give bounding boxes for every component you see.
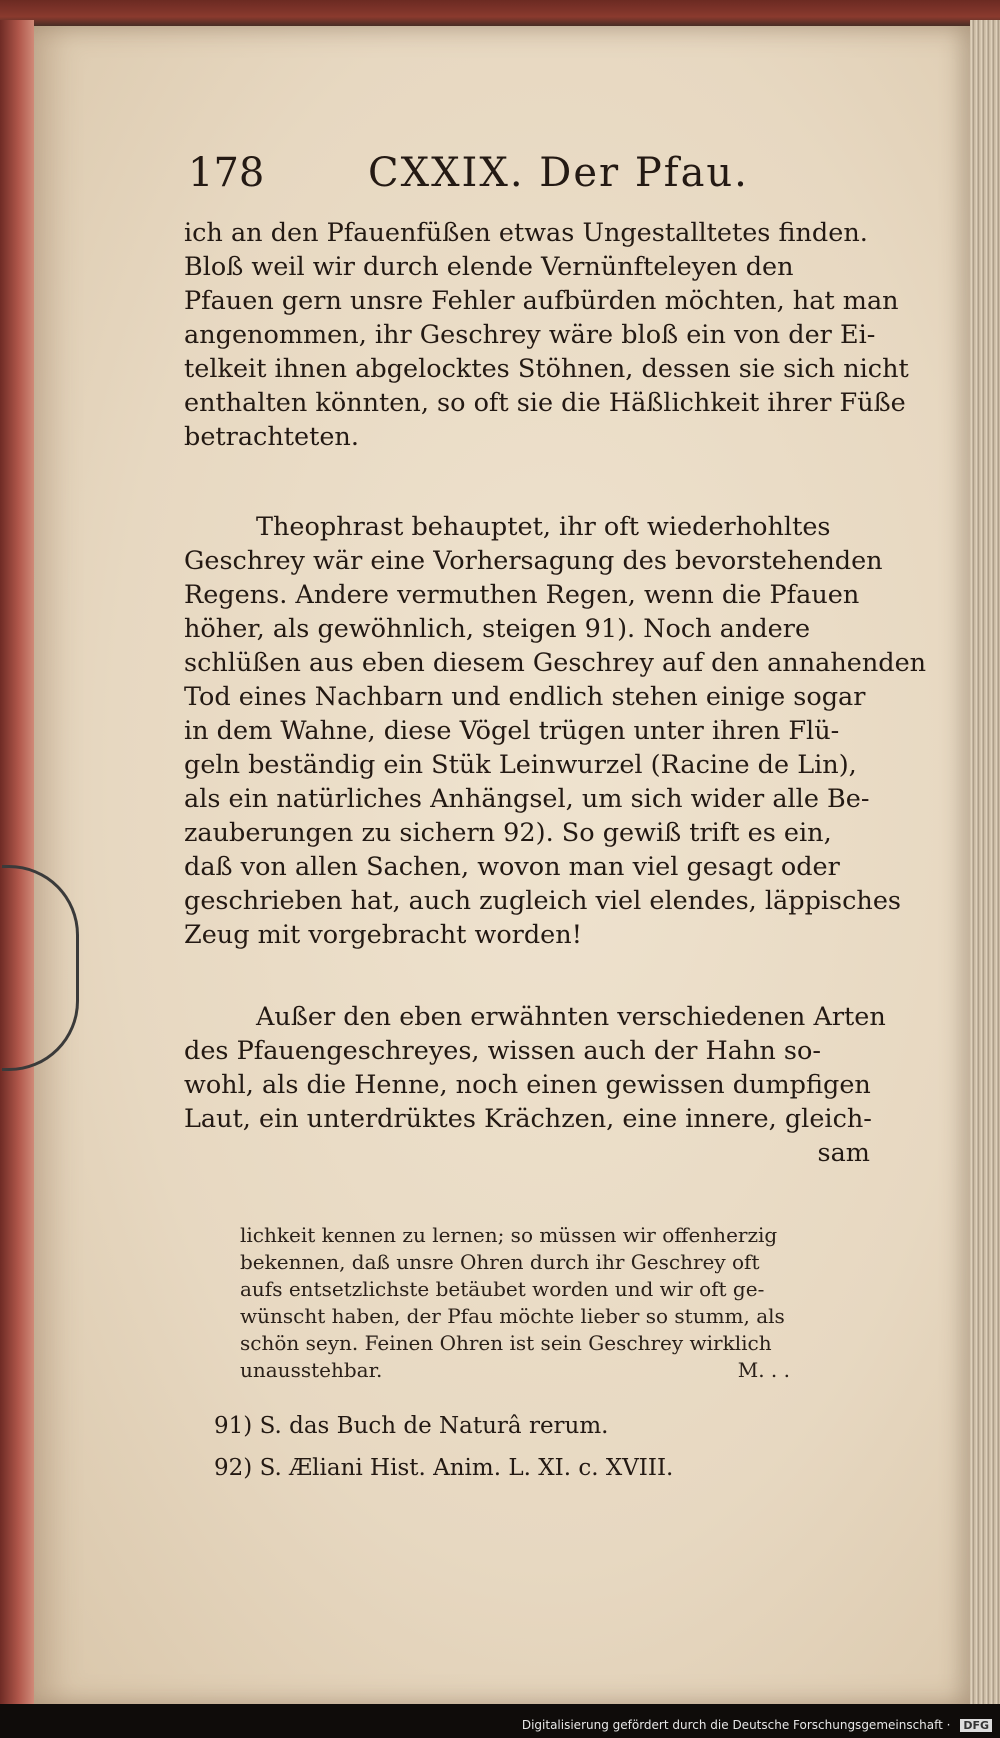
text-line: Tod eines Nachbarn und endlich stehen einige sogar xyxy=(184,682,866,712)
text-line: geschrieben hat, auch zugleich viel elendes, läppisches xyxy=(184,886,902,916)
text-line: Zeug mit vorgebracht worden! xyxy=(184,920,582,950)
text-line: enthalten könnten, so oft sie die Häßlichkeit ihrer Füße xyxy=(184,388,906,418)
note-line: lichkeit kennen zu lernen; so müssen wir offenherzig xyxy=(240,1223,778,1247)
text-line: wohl, als die Henne, noch einen gewissen dumpfigen xyxy=(184,1070,871,1100)
running-title: CXXIX. Der Pfau. xyxy=(368,150,749,196)
text-line: geln beständig ein Stük Leinwurzel (Racine de Lin), xyxy=(184,750,857,780)
note-line: bekennen, daß unsre Ohren durch ihr Geschrey oft xyxy=(240,1250,760,1274)
footnotes xyxy=(214,1405,864,1489)
note-line: aufs entsetzlichste betäubet worden und wir oft ge- xyxy=(240,1277,765,1301)
paragraph-2 xyxy=(184,510,927,952)
text-line: angenommen, ihr Geschrey wäre bloß ein von der Ei- xyxy=(184,320,876,350)
page-stack-right xyxy=(970,20,1000,1710)
footnote-mark: 92) xyxy=(214,1455,253,1481)
credit-text: Digitalisierung gefördert durch die Deutsche Forschungsgemeinschaft · xyxy=(521,1718,951,1732)
footnote-mark: 91) xyxy=(214,1413,253,1439)
paragraph-1 xyxy=(184,216,909,454)
note-line: wünscht haben, der Pfau möchte lieber so stumm, als xyxy=(240,1304,785,1328)
note-signature: M. . . xyxy=(737,1358,790,1382)
text-line: schlüßen aus eben diesem Geschrey auf den annahenden xyxy=(184,648,927,678)
book-edge-top xyxy=(0,0,1000,28)
page-header xyxy=(188,150,868,200)
text-line: zauberungen zu sichern 92). So gewiß trift es ein, xyxy=(184,818,832,848)
text-line: telkeit ihnen abgelocktes Stöhnen, dessen sie sich nicht xyxy=(184,354,909,384)
footnote-91 xyxy=(214,1405,864,1447)
catchword: sam xyxy=(817,1138,870,1168)
text-line: Bloß weil wir durch elende Vernünfteleyen den xyxy=(184,252,794,282)
text-line: daß von allen Sachen, wovon man viel gesagt oder xyxy=(184,852,840,882)
text-line: höher, als gewöhnlich, steigen 91). Noch andere xyxy=(184,614,811,644)
note-line: unausstehbar. xyxy=(240,1358,383,1382)
note-continuation xyxy=(240,1222,870,1384)
paragraph-3 xyxy=(184,1000,886,1170)
footnote-text: S. Æliani Hist. Anim. L. XI. c. XVIII. xyxy=(259,1455,674,1481)
text-line: Außer den eben erwähnten verschiedenen Arten xyxy=(256,1002,886,1032)
text-line: als ein natürliches Anhängsel, um sich wider alle Be- xyxy=(184,784,870,814)
text-line: Regens. Andere vermuthen Regen, wenn die Pfauen xyxy=(184,580,860,610)
text-line: des Pfauengeschreyes, wissen auch der Hahn so- xyxy=(184,1036,821,1066)
dfg-logo: DFG xyxy=(960,1719,992,1732)
footnote-text: S. das Buch de Naturâ rerum. xyxy=(259,1413,609,1439)
text-line: Geschrey wär eine Vorhersagung des bevorstehenden xyxy=(184,546,883,576)
text-line: in dem Wahne, diese Vögel trügen unter ihren Flü- xyxy=(184,716,840,746)
text-line: betrachteten. xyxy=(184,422,359,452)
digitization-credit xyxy=(522,1718,992,1732)
note-line: schön seyn. Feinen Ohren ist sein Geschrey wirklich xyxy=(240,1331,772,1355)
footnote-92 xyxy=(214,1447,864,1489)
text-line: Pfauen gern unsre Fehler aufbürden möchten, hat man xyxy=(184,286,899,316)
page-number: 178 xyxy=(188,150,265,196)
text-line: Laut, ein unterdrüktes Krächzen, eine innere, gleich- xyxy=(184,1104,872,1134)
text-line: Theophrast behauptet, ihr oft wiederhohltes xyxy=(256,512,831,542)
text-line: ich an den Pfauenfüßen etwas Ungestalltetes finden. xyxy=(184,218,868,248)
note-line-final xyxy=(240,1357,870,1384)
